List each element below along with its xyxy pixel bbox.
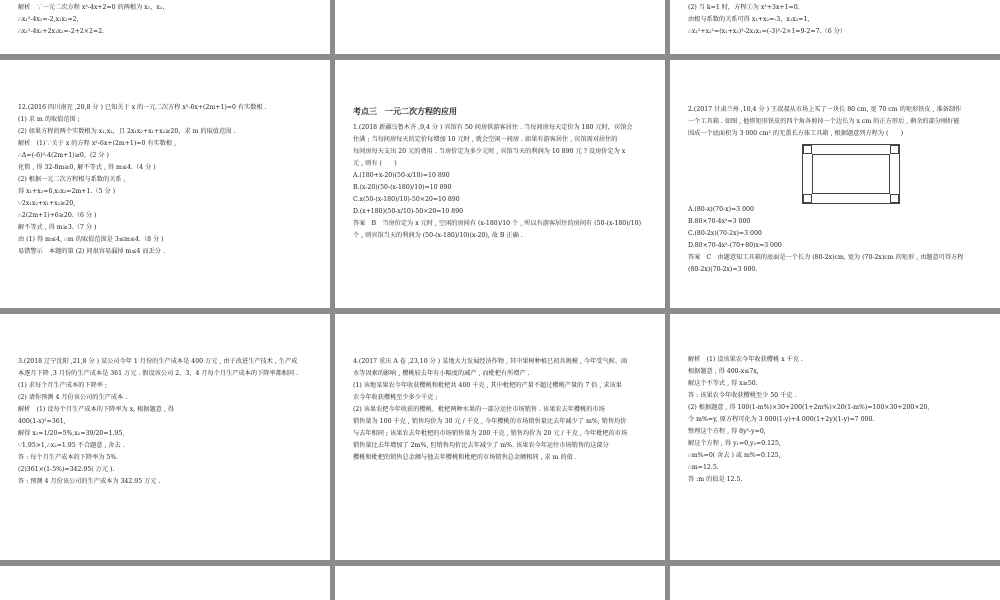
- slide-r1c2: [335, 60, 665, 308]
- text-line: 答 : 该果农今年收获樱桃至少 50 千克 .: [688, 392, 797, 399]
- text-line: 1.(2018 新疆乌鲁木齐 ,9,4 分 ) 宾馆有 50 间房供游客居住 . 当每间房每天定价为 180 元时，宾馆会: [353, 124, 633, 131]
- answer-line: 答案 B 当房价定为 x 元时 , 空闲的房间有 (x-180)/10 个 , 所以有游客居住的房间有 (50-(x-180)/10): [353, 220, 642, 227]
- text-line: 元 , 则有 ( ): [353, 160, 397, 167]
- text-line: 每间房每天支出 20 元的费用 . 当房价定为多少元时 , 宾馆当天的利润为 10 890 元 ? 设房价定为 x: [353, 148, 626, 155]
- slide-r3c1: [0, 566, 330, 600]
- text-line: 整理这个方程 , 得 8y²-y=0,: [688, 428, 766, 435]
- answer-line: 答案 C 由题意知工具箱的底面是一个长为 (80-2x)cm, 宽为 (70-2x)cm 的矩形 , 由题意可得方程: [688, 254, 964, 261]
- text-line: 400(1-x)²=361,: [18, 418, 66, 425]
- option-a: A.(80-x)(70-x)=3 000: [688, 206, 754, 213]
- text-line: (2) 当 k=1 时，方程①为 x²+3x+1=0.: [688, 4, 800, 11]
- option-d: D.(x+180)(50-x/10)-50×20=10 890: [353, 208, 464, 215]
- text-line: (2)361×(1-5%)=342.95( 万元 ).: [18, 466, 115, 473]
- text-line: (2) 请你预测 4 月份该公司的生产成本 .: [18, 394, 128, 401]
- text-line: (2) 该果农把今年收获的樱桃、枇杷两种水果的一部分运往市场销售 . 该果农去年樱桃的市场: [353, 406, 605, 413]
- text-line: 得 x₁+x₂=6,x₁x₂=2m+1.（5 分 ): [18, 188, 116, 195]
- text-line: 解这个不等式 , 得 x≥50.: [688, 380, 758, 387]
- option-b: B.(x-20)(50-(x-180)/10)=10 890: [353, 184, 452, 191]
- text-line: 解得 x₁=1/20=5%,x₂=39/20=1.95,: [18, 430, 125, 437]
- text-line: 解析 (1) 设该果农今年收获樱桃 x 千克 .: [688, 356, 803, 363]
- text-line: 由 (1) 得 m≤4, ∴m 的取值范围是 3≤m≤4.（8 分 ): [18, 236, 164, 243]
- slide-r0c2: [335, 0, 665, 54]
- text-line: 易错警示 本题的第 (2) 问很容易漏掉 m≤4 而丢分 .: [18, 248, 165, 255]
- text-line: 由根与系数的关系可得 x₁+x₂=-3，x₁x₂=1，: [688, 16, 814, 23]
- slide-r3c2: [335, 566, 665, 600]
- option-c: C.(80-2x)(70-2x)=3 000: [688, 230, 762, 237]
- text-line: (2) 根据题意 , 得 100(1-m%)×30+200(1+2m%)×20(1-m%)=100×30+200×20,: [688, 404, 930, 411]
- text-line: ∴m=12.5.: [688, 464, 719, 471]
- text-line: 解析 (1)∵关于 x 的方程 x²-6x+(2m+1)=0 有实数根 ,: [18, 140, 177, 147]
- text-line: 本逐月下降 ,3 月份的生产成本是 361 万元 . 假设该公司 2、3、4 月每个月生产成本的下降率都相同 .: [18, 370, 299, 377]
- text-line: 个 , 则宾馆当天的利润为 (50-(x-180)/10)(x-20), 故 B 正确 .: [353, 232, 523, 239]
- text-line: (1) 该地某果农今年收获樱桃和枇杷共 400 千克 , 其中枇杷的产量不超过樱桃产量的 7 倍 , 求该果: [353, 382, 622, 389]
- text-line: 4.(2017 重庆 A 卷 ,23,10 分 ) 某地大力发展经济作物 , 其中果树种植已初具规模 , 今年受气候、雨: [353, 358, 628, 365]
- text-line: 答 : 预测 4 月份该公司的生产成本为 342.95 万元 .: [18, 478, 161, 485]
- text-line: ∴x₁²-4x₁+2x₁x₂=-2+2×2=2.: [18, 28, 104, 35]
- text-line: ∴x₁²+x₂²=(x₁+x₂)²-2x₁x₂=(-3)²-2×1=9-2=7.（6 分）: [688, 28, 846, 35]
- slide-r2c3: [670, 314, 1000, 560]
- option-c: C.x(50-(x-180)/10)-50×20=10 890: [353, 196, 460, 203]
- option-d: D.80×70-4x²-(70+80)x=3 000: [688, 242, 782, 249]
- text-line: 答 :m 的值是 12.5.: [688, 476, 743, 483]
- text-line: ∴m%=0( 舍去 ) 或 m%=0.125,: [688, 452, 781, 459]
- text-line: 与去年相同 ; 该果农去年枇杷的市场销售量为 200 千克 , 销售均价为 20 元 / 千克 , 今年枇杷的市场: [353, 430, 628, 437]
- text-line: 一个工具箱 . 如图 , 他将矩形铁皮的四个角各剪掉一个边长为 x cm 的正方形后 , 剩余的部分刚好能: [688, 118, 960, 125]
- text-line: 令 m%=y, 原方程可化为 3 000(1-y)+4 000(1+2y)(1-y)=7 000.: [688, 416, 875, 423]
- text-line: ∵1.95>1,∴x₂=1.95 不合题意 , 舍去 .: [18, 442, 125, 449]
- slide-r0c3: [670, 0, 1000, 54]
- text-line: ∴x₁²-4x₁=-2,x₁x₂=2,: [18, 16, 79, 23]
- text-line: 3.(2018 辽宁沈阳 ,21,8 分 ) 某公司今年 1 月份的生产成本是 400 万元 , 由于改进生产技术 , 生产成: [18, 358, 298, 365]
- text-line: 答 : 每个月生产成本的下降率为 5%.: [18, 454, 119, 461]
- slide-r2c1: [0, 314, 330, 560]
- text-line: 解析 ∵一元二次方程 x²-4x+2=0 的两根为 x₁，x₂，: [18, 4, 169, 11]
- text-line: 12.(2016 四川南充 ,20,8 分 ) 已知关于 x 的一元二次方程 x²-6x+(2m+1)=0 有实数根 .: [18, 104, 267, 111]
- text-line: 销售量比去年增加了 2m%, 但销售均价比去年减少了 m%. 该果农今年运往市场销售的这部分: [353, 442, 609, 449]
- slide-r3c3: [670, 566, 1000, 600]
- text-line: 解不等式 , 得 m≥3.（7 分 ): [18, 224, 97, 231]
- text-line: 农今年收获樱桃至少多少千克 ;: [353, 394, 438, 401]
- text-line: 樱桃和枇杷的销售总金额与他去年樱桃和枇杷的市场销售总金额相同 , 求 m 的值 .: [353, 454, 577, 461]
- text-line: (2) 如果方程的两个实数根为 x₁,x₂，且 2x₁x₂+x₁+x₂≥20，求 m 的取值范围 .: [18, 128, 236, 135]
- text-line: (1) 求每个月生产成本的下降率 ;: [18, 382, 108, 389]
- text-line: 住满 ; 当每间房每天的定价每增加 10 元时 , 就会空闲一间房 . 如果有游客居住 , 宾馆需对居住的: [353, 136, 618, 143]
- text-line: ∴Δ=(-6)²-4(2m+1)≥0，(2 分 ): [18, 152, 109, 159]
- option-b: B.80×70-4x²=3 000: [688, 218, 751, 225]
- text-line: 水等因素的影响 , 樱桃较去年有小幅度的减产 , 而枇杷有所增产 .: [353, 370, 530, 377]
- text-line: (1) 求 m 的取值范围 ;: [18, 116, 80, 123]
- text-line: (2) 根据一元二次方程根与系数的关系 ,: [18, 176, 126, 183]
- text-line: 销售量为 100 千克 , 销售均价为 30 元 / 千克 , 今年樱桃的市场销售量比去年减少了 m%, 销售均价: [353, 418, 627, 425]
- text-line: 2.(2017 甘肃兰州 ,10,4 分 ) 王叔叔从市场上买了一块长 80 cm, 宽 70 cm 的矩形铁皮 , 准备制作: [688, 106, 962, 113]
- text-line: (80-2x)(70-2x)=3 000.: [688, 266, 758, 273]
- text-line: 围成一个底面积为 3 000 cm² 的无盖长方体工具箱 , 根据题意列方程为 ( ): [688, 130, 904, 137]
- section-heading: 考点三 一元二次方程的应用: [353, 106, 457, 116]
- slide-r0c1: [0, 0, 330, 54]
- text-line: 化简 , 得 32-8m≥0, 解不等式 , 得 m≤4.（4 分 ): [18, 164, 156, 171]
- text-line: ∵2x₁x₂+x₁+x₂≥20,: [18, 200, 76, 207]
- text-line: 解这个方程 , 得 y₁=0,y₂=0.125,: [688, 440, 781, 447]
- slide-r1c1: [0, 60, 330, 308]
- text-line: 解析 (1) 设每个月生产成本的下降率为 x, 根据题意 , 得: [18, 406, 174, 413]
- toolbox-sheet-figure: [802, 144, 900, 204]
- option-a: A.(180+x-20)(50-x/10)=10 890: [353, 172, 450, 179]
- slide-r2c2: [335, 314, 665, 560]
- slide-r1c3: [670, 60, 1000, 308]
- text-line: 根据题意 , 得 400-x≤7x,: [688, 368, 759, 375]
- text-line: ∴2(2m+1)+6≥20.（6 分 ): [18, 212, 97, 219]
